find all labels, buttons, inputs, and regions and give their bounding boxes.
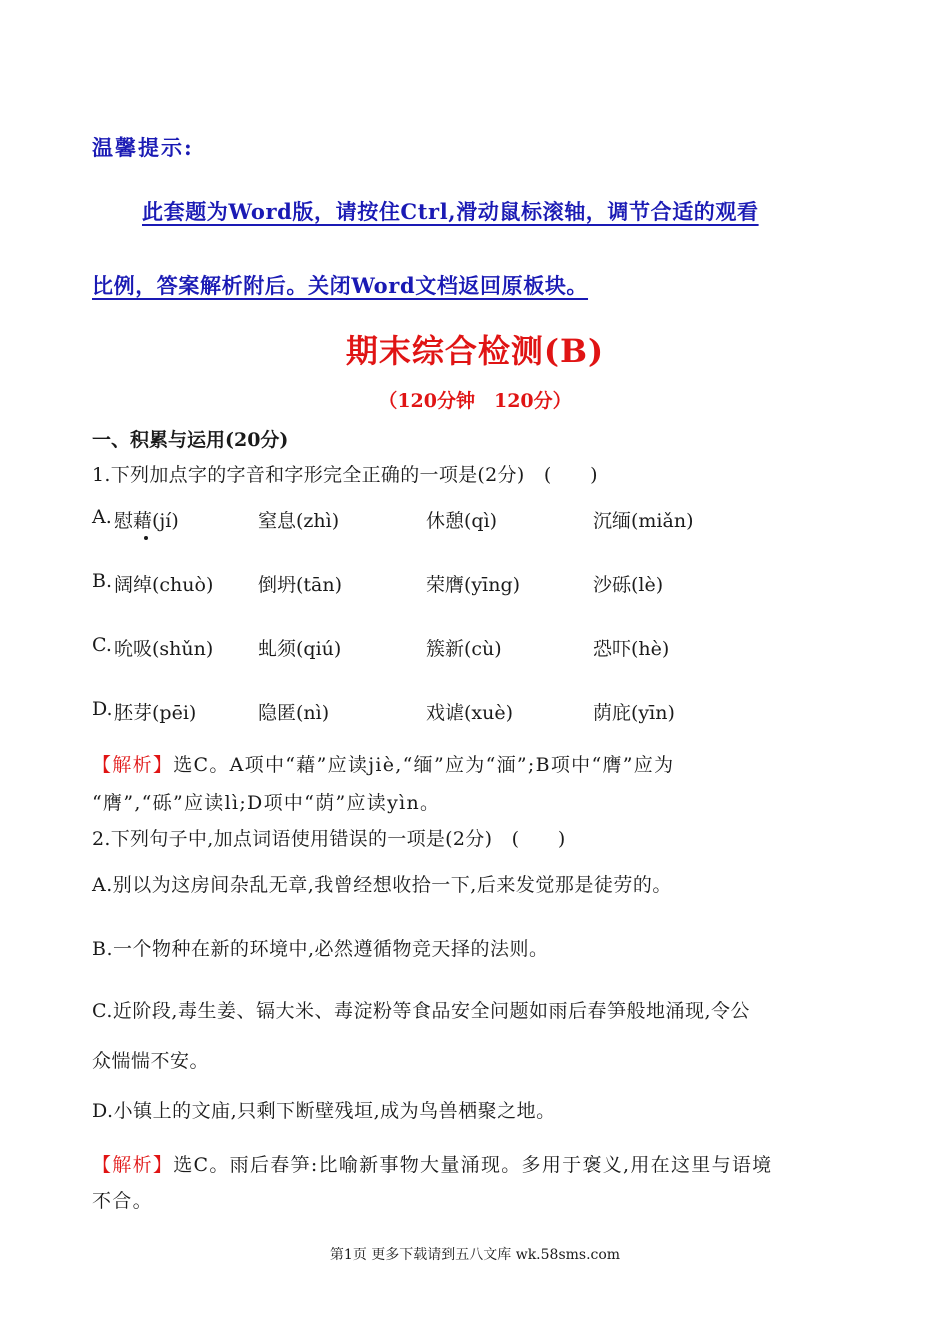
option-item: 慰藉(jí) (114, 506, 179, 533)
question-2-option-b: B.一个物种在新的环境中,必然遵循物竞天择的法则。 (92, 938, 549, 960)
analysis-text: 选C。A项中“藉”应读jiè,“缅”应为“湎”;B项中“膺”应为 (173, 754, 675, 776)
question-2-option-a: A.别以为这房间杂乱无章,我曾经想收拾一下,后来发觉那是徒劳的。 (92, 874, 672, 896)
analysis-tag: 【解析】 (92, 1154, 174, 1176)
option-item: 窒息(zhì) (258, 510, 340, 532)
tip-line-1: 此套题为Word版，请按住Ctrl,滑动鼠标滚轴，调节合适的观看 (142, 199, 759, 224)
question-2-option-c-cont: 众惴惴不安。 (92, 1050, 210, 1072)
question-1-analysis (92, 750, 674, 777)
question-2-option-d: D.小镇上的文庙,只剩下断壁残垣,成为鸟兽栖聚之地。 (92, 1100, 556, 1122)
option-label: B. (92, 570, 113, 592)
tip-line-2: 比例，答案解析附后。关闭Word文档返回原板块。 (92, 273, 589, 298)
question-1-analysis-cont: “膺”,“砾”应读lì;D项中“荫”应读yìn。 (92, 792, 441, 814)
section-heading: 一、积累与运用(20分) (92, 429, 289, 451)
page-subtitle: （120分钟 120分） (378, 390, 572, 412)
question-2-analysis (92, 1150, 772, 1177)
option-item: 荣膺(yīng) (426, 574, 521, 596)
analysis-tag: 【解析】 (92, 754, 174, 776)
question-2-option-c: C.近阶段,毒生姜、镉大米、毒淀粉等食品安全问题如雨后春笋般地涌现,令公 (92, 1000, 750, 1022)
question-2-stem: 2.下列句子中,加点词语使用错误的一项是(2分) ( ) (92, 828, 566, 850)
option-item: 休憩(qì) (426, 510, 498, 532)
option-item: 倒坍(tān) (258, 574, 343, 596)
option-item: 胚芽(pēi) (114, 702, 197, 724)
question-2-analysis-cont: 不合。 (92, 1190, 153, 1212)
analysis-text: 选C。雨后春笋:比喻新事物大量涌现。多用于褒义,用在这里与语境 (173, 1154, 773, 1176)
tip-title: 温馨提示: (92, 135, 194, 160)
page-title: 期末综合检测(B) (345, 332, 605, 370)
option-item: 戏谑(xuè) (426, 702, 514, 724)
option-item: 沙砾(lè) (593, 574, 664, 596)
option-item: 隐匿(nì) (258, 702, 330, 724)
option-label: A. (92, 506, 112, 528)
option-label: D. (92, 698, 113, 720)
option-item: 沉缅(miǎn) (593, 510, 694, 532)
option-item: 吮吸(shǔn) (114, 638, 214, 660)
question-1-stem: 1.下列加点字的字音和字形完全正确的一项是(2分) ( ) (92, 464, 598, 486)
option-item: 虬须(qiú) (258, 638, 342, 660)
option-item: 簇新(cù) (426, 638, 502, 660)
option-label: C. (92, 634, 112, 656)
option-item: 阔绰(chuò) (114, 574, 214, 596)
page-footer: 第1页 更多下载请到五八文库 wk.58sms.com (329, 1247, 621, 1263)
option-item: 荫庇(yīn) (593, 702, 675, 724)
option-item: 恐吓(hè) (593, 638, 670, 660)
